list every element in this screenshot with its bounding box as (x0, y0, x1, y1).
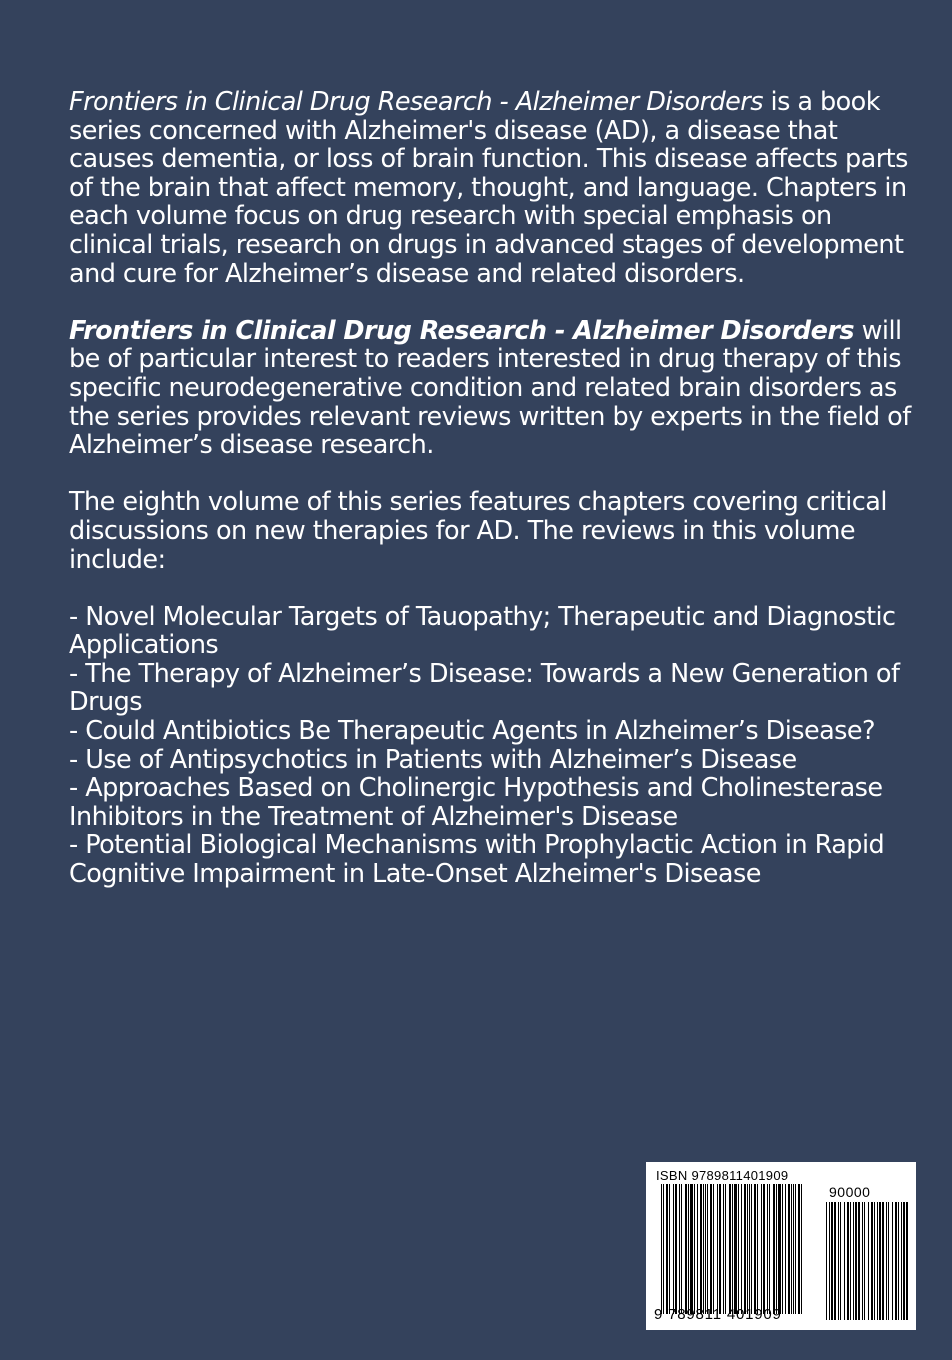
series-title: Frontiers in Clinical Drug Research - Alzheimer Disorders (69, 87, 763, 117)
isbn-barcode (646, 1162, 916, 1330)
chapter-item: - Novel Molecular Targets of Tauopathy; Therapeutic and Diagnostic Applications (69, 601, 896, 661)
barcode-digits: 9 789811 401909 (654, 1306, 782, 1323)
chapter-item: - Use of Antipsychotics in Patients with Alzheimer’s Disease (69, 744, 797, 775)
chapter-item: - Approaches Based on Cholinergic Hypothesis and Cholinesterase Inhibitors in the Treatment of Alzheimer's Disease (69, 773, 883, 832)
paragraph-1-text: is a book series concerned with Alzheimer's disease (AD), a disease that causes dementia, or loss of brain function. This disease affects parts of the brain that affect memory, thought, and language. Chapters in each volume focus on drug research with special emphasis on clinical trials, research on drugs in advanced stages of development and cure for Alzheimer’s disease and related disorders. (69, 87, 908, 289)
barcode-addon-number: 90000 (829, 1184, 871, 1200)
chapter-item: - The Therapy of Alzheimer’s Disease: Towards a New Generation of Drugs (69, 658, 900, 718)
description-paragraph-3: The eighth volume of this series features chapters covering critical discussions on new therapies for AD. The reviews in this volume include: (69, 487, 887, 575)
description-paragraph-2 (69, 317, 919, 460)
back-cover-description (69, 88, 919, 889)
chapter-item: - Could Antibiotics Be Therapeutic Agents in Alzheimer’s Disease? (69, 716, 876, 747)
barcode-bars-icon (661, 1184, 804, 1314)
isbn-label: ISBN 9789811401909 (656, 1168, 789, 1183)
barcode-addon-bars-icon (826, 1202, 908, 1320)
description-paragraph-1 (69, 88, 919, 288)
chapter-item: - Potential Biological Mechanisms with Prophylactic Action in Rapid Cognitive Impairment in Late-Onset Alzheimer's Disease (69, 830, 885, 890)
chapter-list (69, 603, 919, 889)
paragraph-2-text: will be of particular interest to readers interested in drug therapy of this specific neurodegenerative condition and related brain disorders as the series provides relevant reviews written by experts in the field of Alzheimer’s disease research. (69, 315, 911, 461)
series-title-bold: Frontiers in Clinical Drug Research - Alzheimer Disorders (69, 315, 855, 346)
